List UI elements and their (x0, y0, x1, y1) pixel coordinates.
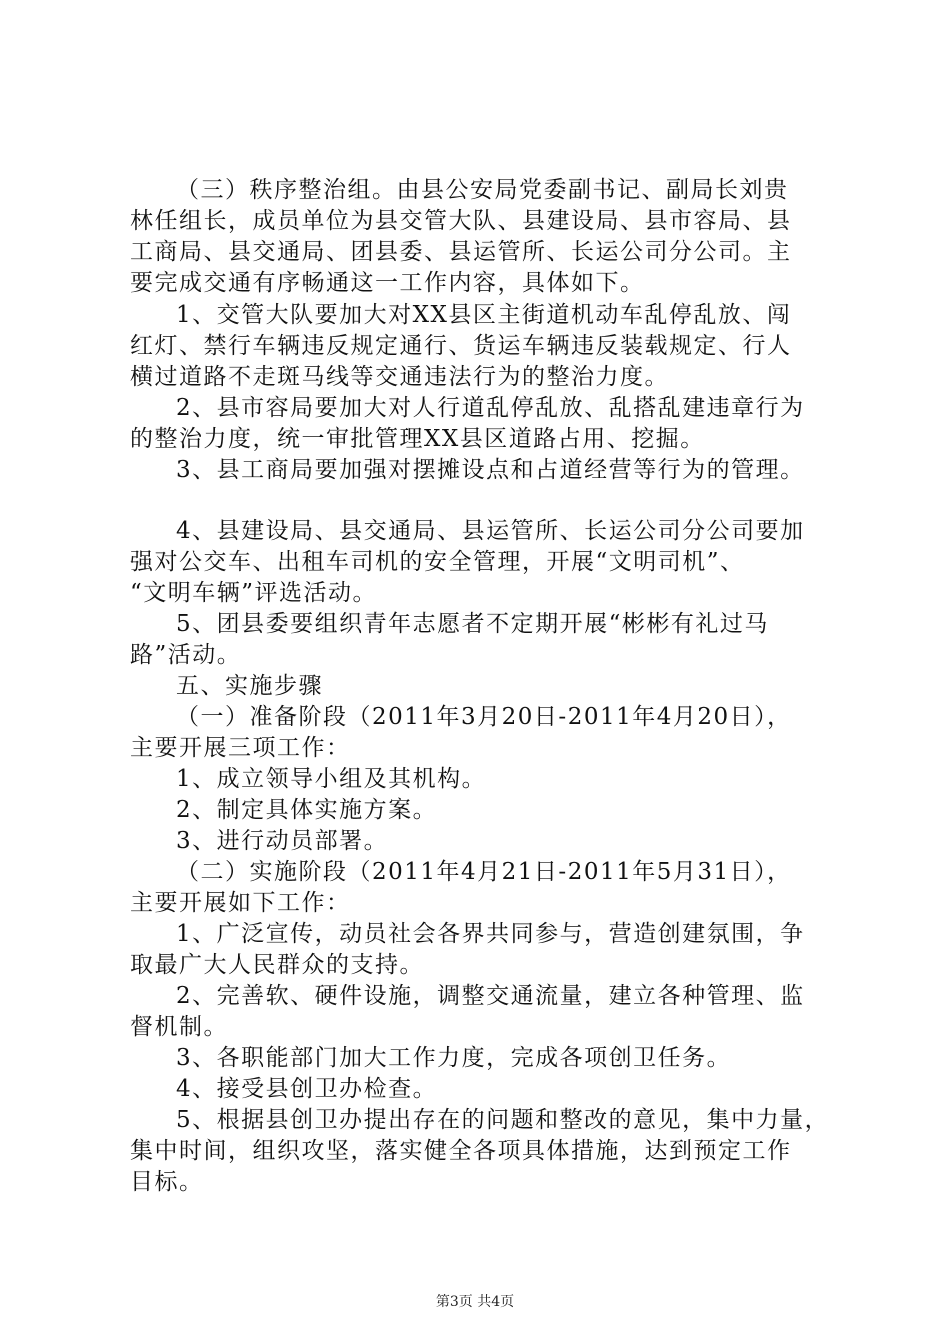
paragraph-line: 3、各职能部门加大工作力度，完成各项创卫任务。 (176, 1045, 732, 1071)
paragraph-line: 5、团县委要组织青年志愿者不定期开展“彬彬有礼过马 (176, 611, 769, 637)
paragraph-line: 5、根据县创卫办提出存在的问题和整改的意见，集中力量， (176, 1107, 830, 1133)
paragraph-line: 要完成交通有序畅通这一工作内容，具体如下。 (130, 270, 645, 296)
paragraph-line: 集中时间，组织攻坚，落实健全各项具体措施，达到预定工作 (130, 1138, 792, 1164)
paragraph-line: 强对公交车、出租车司机的安全管理，开展“文明司机”、 (130, 549, 745, 575)
paragraph-line: 2、完善软、硬件设施，调整交通流量，建立各种管理、监 (176, 983, 805, 1009)
paragraph-line: 1、成立领导小组及其机构。 (176, 766, 487, 792)
paragraph-line: 3、县工商局要加强对摆摊设点和占道经营等行为的管理。 (176, 457, 805, 483)
paragraph-line: 4、接受县创卫办检查。 (176, 1076, 438, 1102)
paragraph-line: 横过道路不走斑马线等交通违法行为的整治力度。 (130, 364, 669, 390)
paragraph-line: 1、交管大队要加大对XX县区主街道机动车乱停乱放、闯 (176, 302, 792, 328)
paragraph-line: （三）秩序整治组。由县公安局党委副书记、副局长刘贵 (176, 177, 789, 203)
paragraph-line: 1、广泛宣传，动员社会各界共同参与，营造创建氛围，争 (176, 921, 805, 947)
paragraph-line: 3、进行动员部署。 (176, 828, 389, 854)
paragraph-line: 2、制定具体实施方案。 (176, 797, 438, 823)
paragraph-line: （二）实施阶段（2011年4月21日-2011年5月31日）， (176, 859, 792, 885)
paragraph-line: “文明车辆”评选活动。 (130, 580, 378, 606)
page-footer: 第3页 共4页 (435, 1294, 515, 1310)
paragraph-line: 督机制。 (130, 1014, 228, 1040)
paragraph-line: 主要开展三项工作： (130, 735, 351, 761)
paragraph-line: 工商局、县交通局、团县委、县运管所、长运公司分公司。主 (130, 239, 792, 265)
paragraph-line: 主要开展如下工作： (130, 890, 351, 916)
section-heading: 五、实施步骤 (176, 673, 323, 699)
paragraph-line: 4、县建设局、县交通局、县运管所、长运公司分公司要加 (176, 518, 805, 544)
paragraph-line: 取最广大人民群众的支持。 (130, 952, 424, 978)
paragraph-line: 林任组长，成员单位为县交管大队、县建设局、县市容局、县 (130, 208, 792, 234)
paragraph-line: 路”活动。 (130, 642, 242, 668)
paragraph-line: 目标。 (130, 1169, 204, 1195)
paragraph-line: 红灯、禁行车辆违反规定通行、货运车辆违反装载规定、行人 (130, 333, 792, 359)
paragraph-line: 的整治力度，统一审批管理XX县区道路占用、挖掘。 (130, 426, 705, 452)
paragraph-line: 2、县市容局要加大对人行道乱停乱放、乱搭乱建违章行为 (176, 395, 805, 421)
paragraph-line: （一）准备阶段（2011年3月20日-2011年4月20日）， (176, 704, 792, 730)
